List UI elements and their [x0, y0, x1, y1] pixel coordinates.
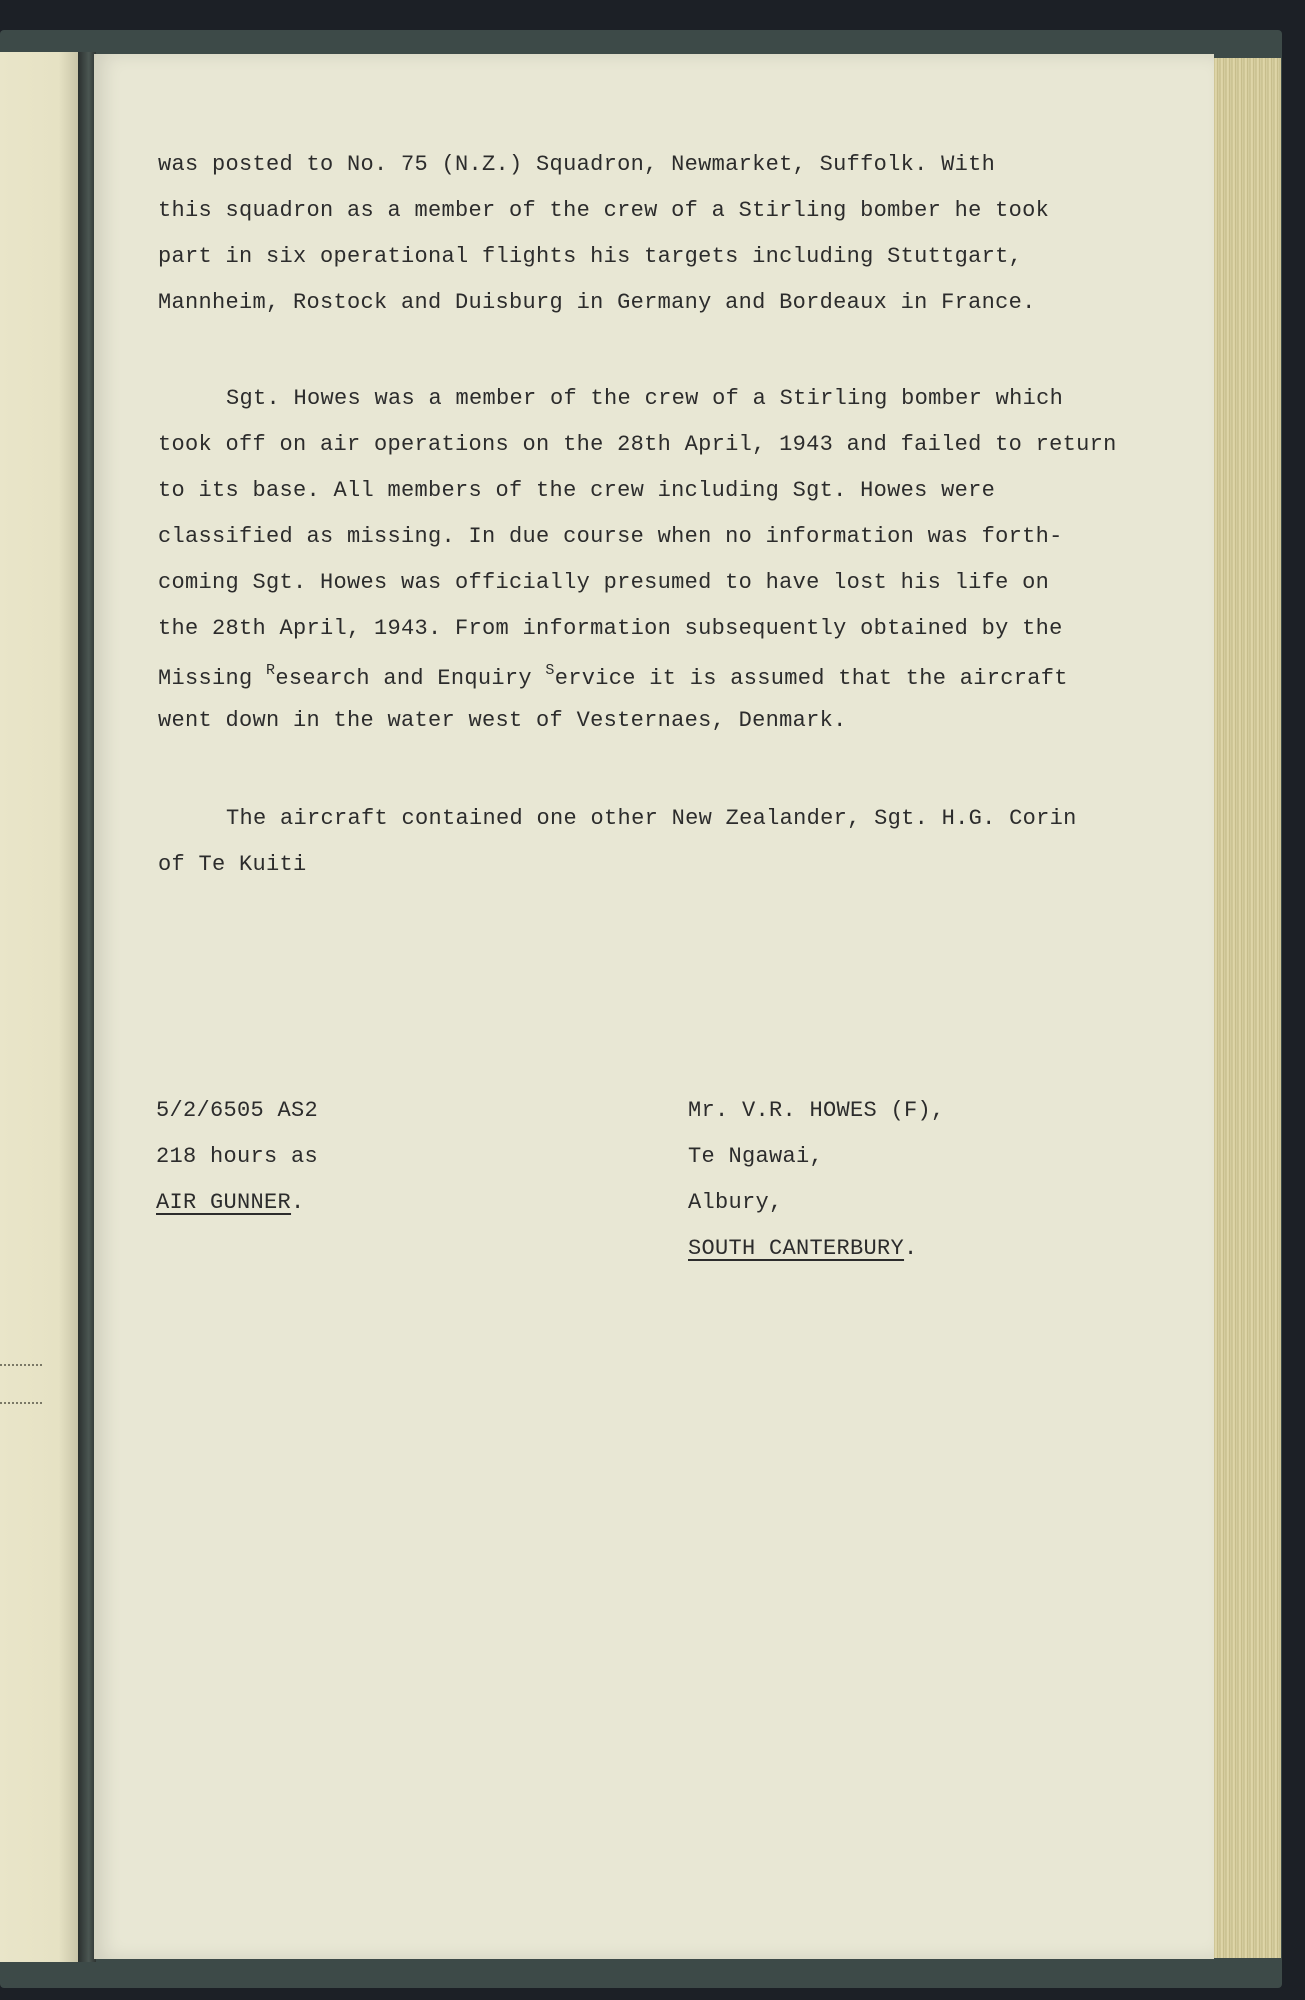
paragraph-2-line-1: Sgt. Howes was a member of the crew of a Stirling bomber which: [226, 386, 1064, 411]
paragraph-2-line-4: classified as missing. In due course when no information was forth-: [158, 524, 1063, 549]
document-page: [94, 54, 1214, 1959]
paragraph-1-line-4: Mannheim, Rostock and Duisburg in Germany and Bordeaux in France.: [158, 290, 1036, 315]
raised-letter-r: R: [266, 662, 276, 679]
service-role-suffix: .: [291, 1190, 305, 1215]
address-region-text: SOUTH CANTERBURY: [688, 1236, 905, 1261]
address-region: [688, 1236, 918, 1261]
paragraph-3-line-2: of Te Kuiti: [158, 852, 307, 877]
page-edges: [1205, 58, 1281, 1958]
left-page: [0, 52, 78, 1962]
address-line-1: Te Ngawai,: [688, 1144, 824, 1169]
service-reference: 5/2/6505 AS2: [156, 1098, 319, 1123]
address-line-2: Albury,: [688, 1190, 783, 1215]
paragraph-2-line-7: [158, 662, 1068, 691]
address-region-suffix: .: [904, 1236, 918, 1261]
flying-hours: 218 hours as: [156, 1144, 319, 1169]
line-7-after: ervice it is assumed that the aircraft: [554, 666, 1068, 691]
service-role: [156, 1190, 305, 1215]
paragraph-2-line-3: to its base. All members of the crew including Sgt. Howes were: [158, 478, 996, 503]
paragraph-2-line-8: went down in the water west of Vesternaes, Denmark.: [158, 708, 847, 733]
paragraph-2-line-6: the 28th April, 1943. From information subsequently obtained by the: [158, 616, 1063, 641]
dotted-line: [0, 1402, 42, 1404]
paragraph-2-line-5: coming Sgt. Howes was officially presumed to have lost his life on: [158, 570, 1050, 595]
service-role-text: AIR GUNNER: [156, 1190, 292, 1215]
paragraph-1-line-2: this squadron as a member of the crew of a Stirling bomber he took: [158, 198, 1050, 223]
line-7-before: Missing: [158, 666, 267, 691]
line-7-mid: esearch and Enquiry: [275, 666, 546, 691]
paragraph-1-line-3: part in six operational flights his targets including Stuttgart,: [158, 244, 1023, 269]
paragraph-2-line-2: took off on air operations on the 28th April, 1943 and failed to return: [158, 432, 1117, 457]
paragraph-3-line-1: The aircraft contained one other New Zealander, Sgt. H.G. Corin: [226, 806, 1077, 831]
paragraph-1-line-1: was posted to No. 75 (N.Z.) Squadron, Newmarket, Suffolk. With: [158, 152, 996, 177]
raised-letter-s: S: [545, 662, 555, 679]
next-of-kin-name: Mr. V.R. HOWES (F),: [688, 1098, 945, 1123]
dotted-line: [0, 1364, 42, 1366]
